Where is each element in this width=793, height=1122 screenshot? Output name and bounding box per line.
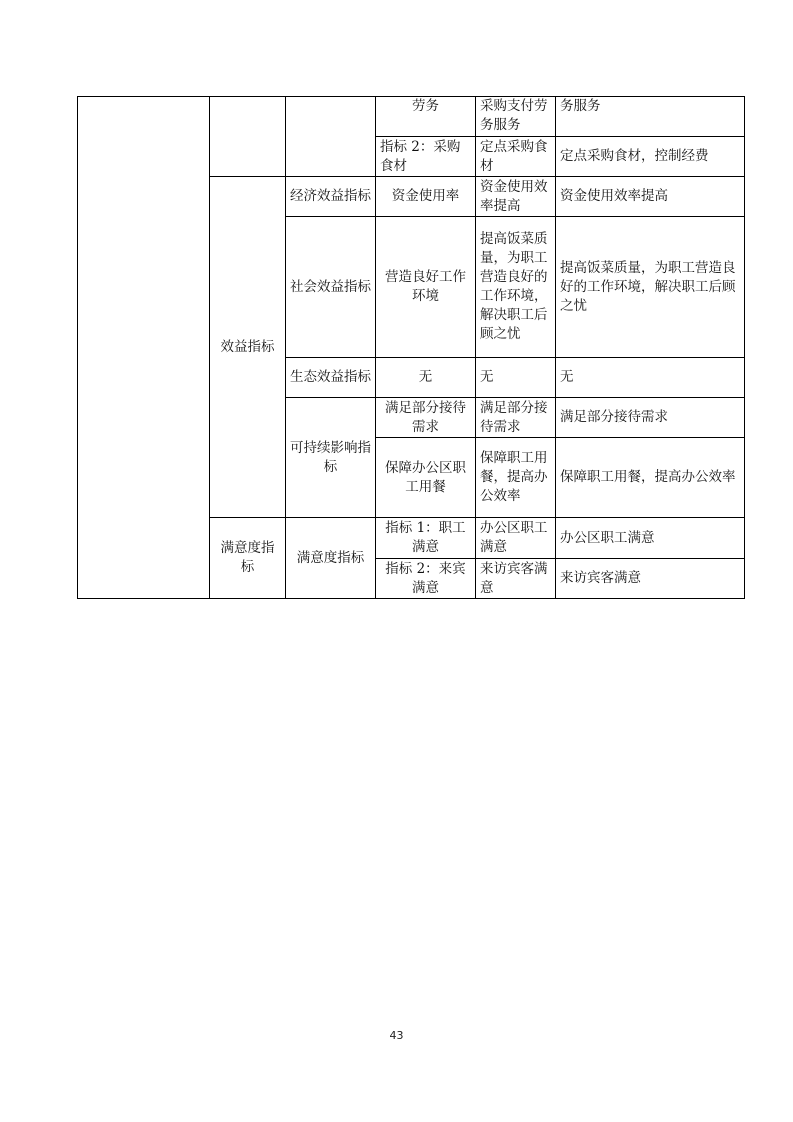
table-cell: 提高饭菜质量，为职工营造良好的工作环境，解决职工后顾之忧 — [476, 217, 556, 358]
table-cell: 保障职工用餐，提高办公效率 — [556, 438, 745, 518]
table-cell: 办公区职工满意 — [556, 518, 745, 559]
table-cell: 来访宾客满意 — [556, 559, 745, 599]
table-cell: 满足部分接待需求 — [556, 398, 745, 438]
table-cell: 无 — [476, 358, 556, 398]
table-cell: 满足部分接待需求 — [376, 398, 476, 438]
level1-indicator-cell: 效益指标 — [210, 177, 286, 518]
table-cell: 提高饭菜质量，为职工营造良好的工作环境，解决职工后顾之忧 — [556, 217, 745, 358]
table-cell: 资金使用率 — [376, 177, 476, 217]
level2-indicator-cell: 经济效益指标 — [286, 177, 376, 217]
table-cell: 无 — [376, 358, 476, 398]
table-cell: 定点采购食材，控制经费 — [556, 137, 745, 177]
level2-indicator-cell: 可持续影响指标 — [286, 398, 376, 518]
table-cell: 指标 2：来宾满意 — [376, 559, 476, 599]
table-cell: 无 — [556, 358, 745, 398]
table-cell: 资金使用效率提高 — [556, 177, 745, 217]
table-cell-blank-col2 — [286, 97, 376, 177]
table-cell: 满足部分接待需求 — [476, 398, 556, 438]
performance-indicator-table — [77, 96, 745, 599]
table-cell: 营造良好工作环境 — [376, 217, 476, 358]
level2-indicator-cell: 社会效益指标 — [286, 217, 376, 358]
table-cell: 办公区职工满意 — [476, 518, 556, 559]
table-cell-blank-col0 — [78, 97, 210, 599]
table-cell: 务服务 — [556, 97, 745, 137]
table-cell: 采购支付劳务服务 — [476, 97, 556, 137]
table-cell: 资金使用效率提高 — [476, 177, 556, 217]
level2-indicator-cell: 满意度指标 — [286, 518, 376, 599]
table-cell: 指标 2：采购食材 — [376, 137, 476, 177]
table-cell: 定点采购食材 — [476, 137, 556, 177]
table-cell: 指标 1：职工满意 — [376, 518, 476, 559]
table-cell: 保障职工用餐，提高办公效率 — [476, 438, 556, 518]
table-cell: 保障办公区职工用餐 — [376, 438, 476, 518]
page-number: 43 — [389, 1029, 404, 1042]
table-cell: 劳务 — [376, 97, 476, 137]
table-cell-blank-col1 — [210, 97, 286, 177]
level2-indicator-cell: 生态效益指标 — [286, 358, 376, 398]
table-cell: 来访宾客满意 — [476, 559, 556, 599]
level1-indicator-cell: 满意度指标 — [210, 518, 286, 599]
